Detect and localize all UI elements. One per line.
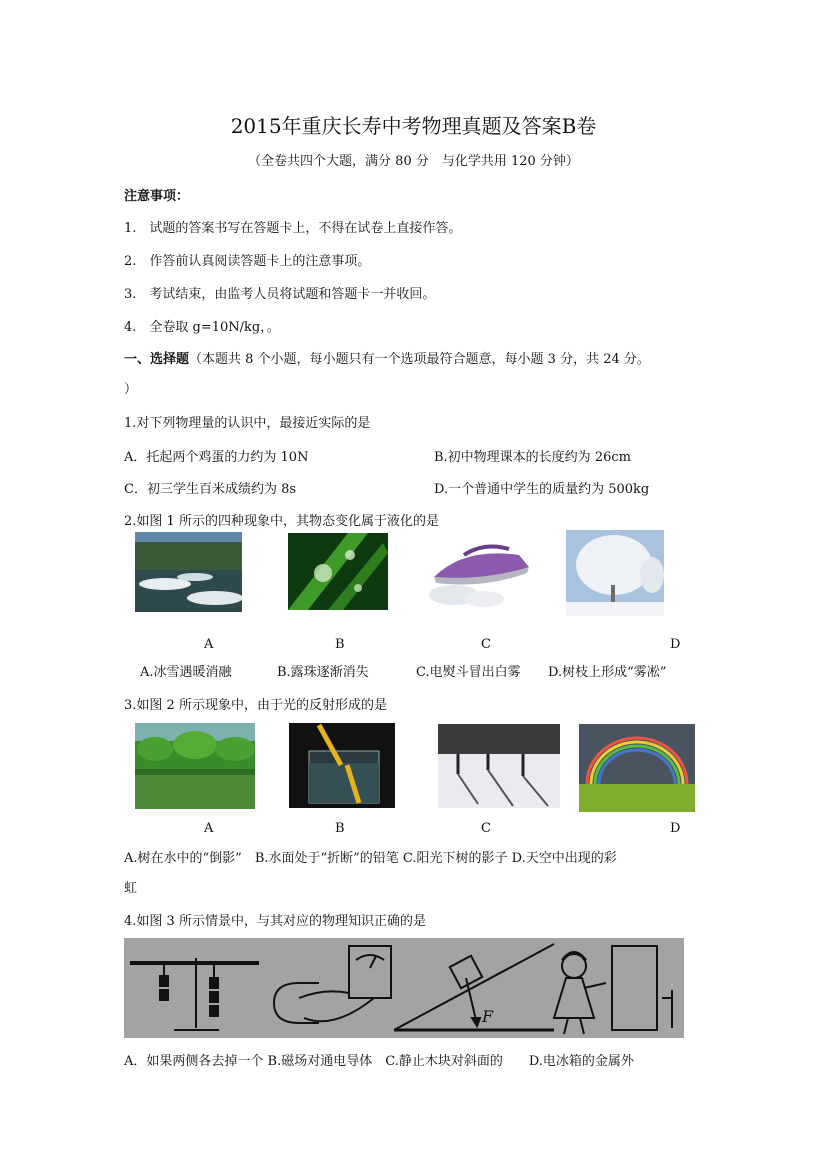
force-f-label: F (482, 1007, 494, 1026)
figure-letter: C (481, 821, 491, 836)
q3-options: A.树在水中的“倒影” B.水面处于“折断”的铅笔 C.阳光下树的影子 D.天空中出现的彩 (124, 851, 617, 866)
q1-option-d: D.一个普通中学生的质量约为 500kg (434, 482, 650, 497)
pencil-in-water-photo (289, 723, 395, 808)
q2-option-c: C.电熨斗冒出白雾 (416, 665, 521, 680)
notice-item: 4. 全卷取 g=10N/kg，。 (124, 320, 280, 335)
tree-reflection-photo (135, 723, 255, 809)
question-4-stem: 4.如图 3 所示情景中，与其对应的物理知识正确的是 (124, 914, 426, 929)
section-heading (124, 348, 650, 367)
section-desc-cont: ） (124, 382, 138, 397)
question-2-stem: 2.如图 1 所示的四种现象中，其物态变化属于液化的是 (124, 514, 439, 529)
melting-ice-photo (135, 532, 242, 612)
notice-item: 1. 试题的答案书写在答题卡上，不得在试卷上直接作答。 (124, 221, 462, 236)
q1-option-a: A．托起两个鸡蛋的力约为 10N (124, 450, 309, 465)
question-1-stem: 1.对下列物理量的认识中，最接近实际的是 (124, 416, 371, 431)
page-title: 2015年重庆长寿中考物理真题及答案B卷 (230, 114, 597, 138)
dew-drop-photo (288, 533, 388, 610)
section-label: 一、选择题 (124, 352, 190, 367)
page-subtitle: （全卷共四个大题，满分 80 分 与化学共用 120 分钟） (248, 154, 579, 169)
figure-letter: B (335, 637, 345, 652)
figure-letter: C (481, 637, 491, 652)
q1-option-c: C．初三学生百米成绩约为 8s (124, 482, 297, 497)
q4-options: A．如果两侧各去掉一个 B.磁场对通电导体 C.静止木块对斜面的 D.电冰箱的金属外 (124, 1054, 634, 1069)
figure-letter: A (204, 821, 214, 836)
steam-iron-photo (424, 537, 534, 612)
q2-option-b: B.露珠逐渐消失 (277, 665, 369, 680)
notice-item: 3. 考试结束，由监考人员将试题和答题卡一并收回。 (124, 287, 436, 302)
figure-letter: B (335, 821, 345, 836)
tree-shadow-photo (438, 724, 560, 808)
figure-3-strip (124, 938, 684, 1038)
q2-option-a: A.冰雪遇暖消融 (140, 665, 232, 680)
notice-heading: 注意事项： (124, 189, 190, 204)
q2-option-d: D.树枝上形成“雾凇” (548, 665, 667, 680)
q3-options-cont: 虹 (124, 881, 138, 896)
section-desc: （本题共 8 个小题，每小题只有一个选项最符合题意，每小题 3 分，共 24 分。 (189, 352, 650, 367)
figure-letter: D (670, 637, 681, 652)
figure-letter: D (670, 821, 681, 836)
rime-tree-photo (566, 530, 664, 616)
q1-option-b: B.初中物理课本的长度约为 26cm (434, 450, 631, 465)
rainbow-photo (579, 724, 695, 812)
notice-item: 2. 作答前认真阅读答题卡上的注意事项。 (124, 254, 371, 269)
question-3-stem: 3.如图 2 所示现象中，由于光的反射形成的是 (124, 698, 387, 713)
figure-letter: A (204, 637, 214, 652)
